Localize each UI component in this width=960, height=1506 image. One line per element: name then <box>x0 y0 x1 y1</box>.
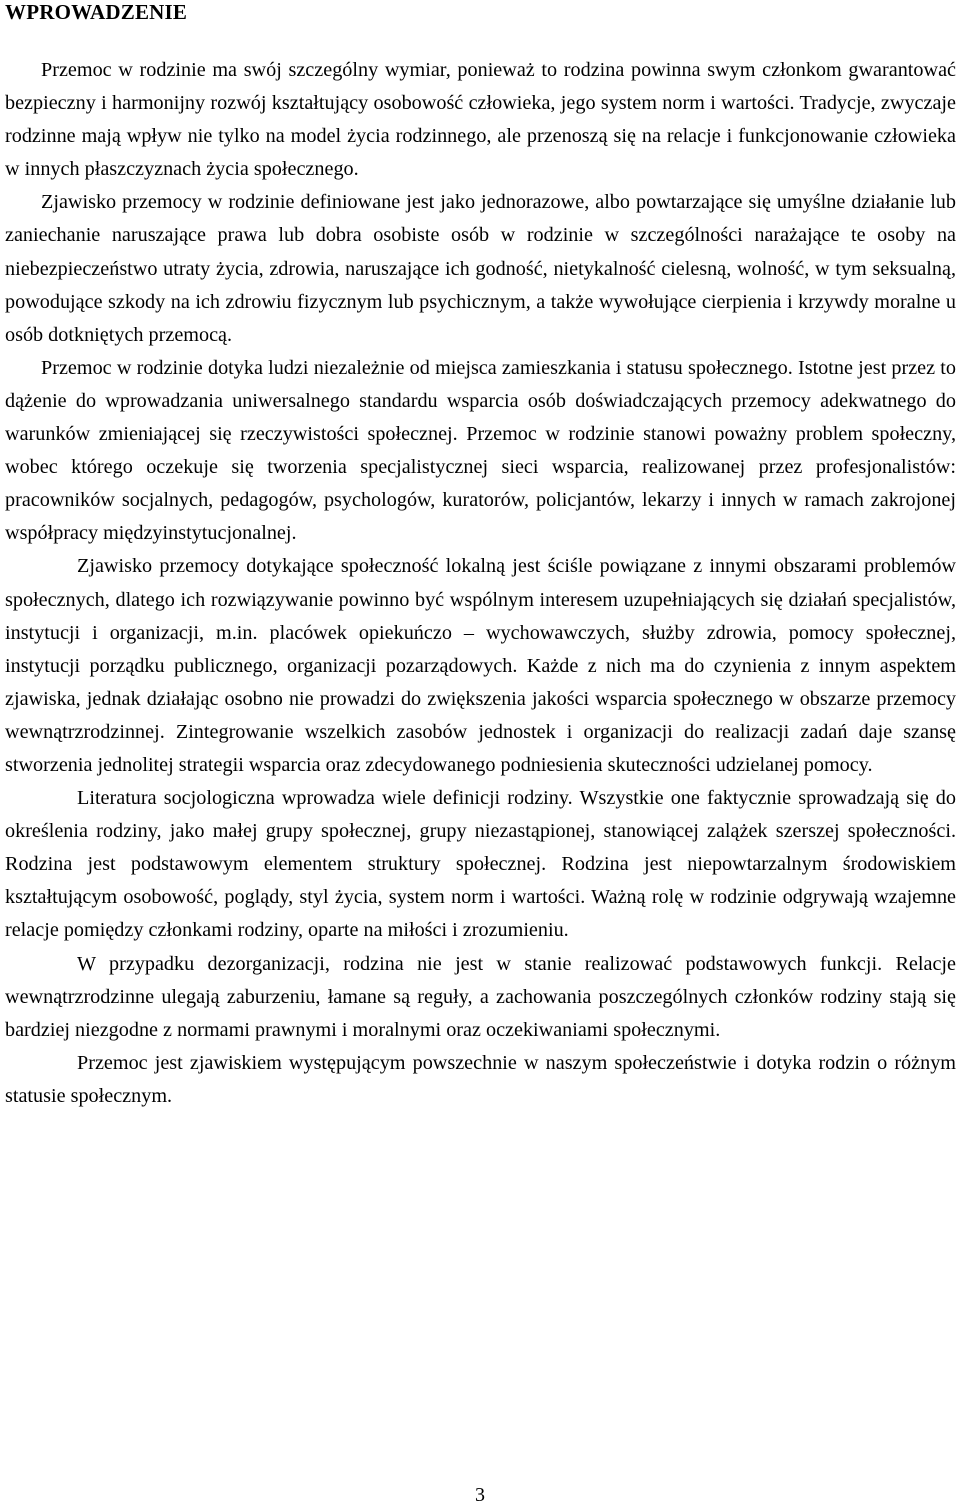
paragraph-3: Przemoc w rodzinie dotyka ludzi niezależnie od miejsca zamieszkania i statusu społecznego. Istotne jest przez to dążenie do wprowadzania uniwersalnego standardu wsparcia osób doświadczających przemocy adekwatnego do warunków zmieniającej się rzeczywistości społecznej. Przemoc w rodzinie stanowi poważny problem społeczny, wobec którego oczekuje się tworzenia specjalistycznej sieci wsparcia, realizowanej przez profesjonalistów: pracowników socjalnych, pedagogów, psychologów, kuratorów, policjantów, lekarzy i innych w ramach zakrojonej współpracy międzyinstytucjonalnej. <box>5 356 956 545</box>
section-heading: WPROWADZENIE <box>5 0 188 24</box>
paragraph-4: Zjawisko przemocy dotykające społeczność lokalną jest ściśle powiązane z innymi obszarami problemów społecznych, dlatego ich rozwiązywanie powinno być wspólnym interesem uzupełniających się działań specjalistów, instytucji i organizacji, m.in. placówek opiekuńczo – wychowawczych, służby zdrowia, pomocy społecznej, instytucji porządku publicznego, organizacji pozarządowych. Każde z nich ma do czynienia z innym aspektem zjawiska, jednak działając osobno nie prowadzi do zwiększenia jakości wsparcia społecznego w obszarze przemocy wewnątrzrodzinnej. Zintegrowanie wszelkich zasobów jednostek i organizacji do realizacji zadań daje szansę stworzenia jednolitej strategii wsparcia oraz zdecydowanego podniesienia skuteczności udzielanej pomocy. <box>5 555 956 776</box>
paragraph-7: Przemoc jest zjawiskiem występującym powszechnie w naszym społeczeństwie i dotyka rodzin o różnym statusie społecznym. <box>5 1051 956 1107</box>
body-text <box>5 54 956 1113</box>
paragraph-5: Literatura socjologiczna wprowadza wiele definicji rodziny. Wszystkie one faktycznie sprowadzają się do określenia rodziny, jako małej grupy społecznej, grupy niezastąpionej, stanowiącej zalążek szerszej społeczności. Rodzina jest podstawowym elementem struktury społecznej. Rodzina jest niepowtarzalnym środowiskiem kształtującym osobowość, poglądy, styl życia, system norm i wartości. Ważną rolę w rodzinie odgrywają wzajemne relacje pomiędzy członkami rodziny, oparte na miłości i zrozumieniu. <box>5 787 956 942</box>
paragraph-2: Zjawisko przemocy w rodzinie definiowane jest jako jednorazowe, albo powtarzające się umyślne działanie lub zaniechanie naruszające prawa lub dobra osobiste osób w rodzinie w szczególności narażające te osoby na niebezpieczeństwo utraty życia, zdrowia, naruszające ich godność, nietykalność cielesną, wolność, w tym seksualną, powodujące szkody na ich zdrowiu fizycznym lub psychicznym, a także wywołujące cierpienia i krzywdy moralne u osób dotkniętych przemocą. <box>5 191 956 346</box>
page-number: 3 <box>475 1484 485 1506</box>
document-page <box>5 0 956 1107</box>
paragraph-1: Przemoc w rodzinie ma swój szczególny wymiar, ponieważ to rodzina powinna swym członkom gwarantować bezpieczny i harmonijny rozwój kształtujący osobowość człowieka, jego system norm i wartości. Tradycje, zwyczaje rodzinne mają wpływ nie tylko na model życia rodzinnego, ale przenoszą się na relacje i funkcjonowanie człowieka w innych płaszczyznach życia społecznego. <box>5 59 956 181</box>
paragraph-6: W przypadku dezorganizacji, rodzina nie jest w stanie realizować podstawowych funkcji. Relacje wewnątrzrodzinne ulegają zaburzeniu, łamane są reguły, a zachowania poszczególnych członków rodziny stają się bardziej niezgodne z normami prawnymi i moralnymi oraz oczekiwaniami społecznymi. <box>5 952 956 1041</box>
